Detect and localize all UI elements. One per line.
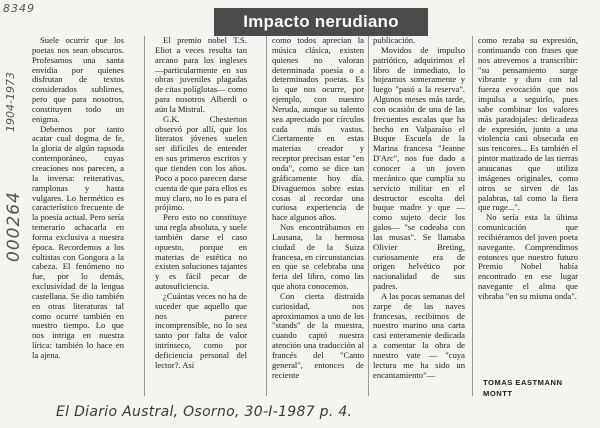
- margin-number: 8349: [3, 2, 35, 15]
- paragraph: como todos aprecian la música clásica, existen quienes no valoran determinada poesía o a determinados poetas. Es lo que nos ocurre, por ejemplo, con nuestro Neruda, aunque su talento sea apreciado por círculos cada más vastos. Ciertamente en estas materias creador y receptor precisan estar "en onda", como se dice tan gráficamente hoy día. Divaguemos sobre estas cosas al recordar una curiosa experiencia de hace algunos años.: [272, 35, 364, 223]
- author-byline: TOMAS EASTMANN MONTT: [483, 378, 563, 398]
- article-column-3: [272, 36, 364, 381]
- article-column-2: [155, 36, 247, 371]
- paragraph: Suele ocurrir que los poetas nos sean obscuros. Profesamos una santa envidia por quienes disfrutan de textos considerados sublimes, pero que para nosotros, constituyen todo un enigma.: [32, 35, 124, 124]
- article-column-4: [373, 36, 465, 381]
- paragraph: Con cierta distraída curiosidad, nos aproximamos a uno de los "stands" de la muestra, cuando captó nuestra atención una traducción al francés del "Canto general", entonces de reciente: [272, 290, 364, 380]
- margin-date: 1904-1973: [4, 72, 17, 132]
- column-divider: [472, 36, 473, 396]
- paragraph: Debemos por tanto acatar cual dogma de fe, la gloria de algún rapsoda contemporáneo, cuyas creaciones nos parecen, a la inversa: reiterativas, ramplonas y hasta vulgares. Lo hermético es característico frecuente de la poesía actual. Pero sería temerario achacarla en forma exclusiva a nuestra época. Recordemos a los cultistas con Gongora a la cabeza. El fenómeno no fue, por lo demás, exclusividad de la lengua castellana. Se dio también en otras literaturas tal como ocurre también en nuestro tiempo. Lo que nos intriga en nuestra lírica: también lo hace en la ajena.: [32, 123, 124, 360]
- article-column-1: [32, 36, 124, 361]
- article-column-5: [478, 36, 578, 302]
- paragraph: A las pocas semanas del zarpe de las naves francesas, recibimos de nuestro marino una carta casi enteramente dedicada a comentar la obra de nuestro vate — "cuya lectura me ha sido un encantamiento"—: [373, 290, 465, 380]
- paragraph: Nos encontrábamos en Lausana, la hermosa ciudad de la Suiza francesa, en circunstancias en que se celebraba una feria del libro, como las que ahora conocemos.: [272, 222, 364, 292]
- paragraph: ¿Cuántas veces no ha de suceder que aquello que nos parece incomprensible, no lo sea tanto por falta de valor intrínseco, como por deficiencia personal del lector?. Así: [155, 290, 247, 370]
- margin-code: 000264: [4, 191, 24, 262]
- column-divider: [266, 36, 267, 396]
- column-divider: [368, 36, 369, 396]
- headline: Impacto nerudiano: [243, 12, 399, 31]
- paragraph: G.K. Chesterton observó por allí, que los literatos jóvenes suelen ser difíciles de entender en sus primeros escritos y que tienden con los años. Poco a poco parecen darse cuenta de que para ellos es muy claro, no lo es para el prójimo.: [155, 113, 247, 213]
- source-annotation: El Diario Austral, Osorno, 30-I-1987 p. 4.: [56, 404, 353, 420]
- headline-banner: [214, 8, 428, 36]
- column-divider: [144, 36, 145, 396]
- paragraph: como rezaba su expresión, continuando con frases que nos atrevemos a transcribir: "su pensamiento surge vibrante y duro con tal fuerza evocación que nos impulsa a seguirlo, pues sabe combinar los valores más paradojales: delicadeza de expresión, junto a una violencia casi obsecada en sus rencores... Es también el pintor matizado de las tierras araucanas que utiliza imágenes originales, como otros se sirven de las palabras, tal como la fiera que ruge...".: [478, 35, 578, 213]
- paragraph: No sería esta la última comunicación que recibiéramos del joven poeta navegante. Comprendimos entonces que nuestro futuro Premio Nobel había encontrado en ese lugar navegante el alma que vibraba "en su misma onda".: [478, 212, 578, 301]
- paragraph: El premio nobel T.S. Eliot a veces resulta tan arcano para los ingleses —particularmente en sus obras juveniles plagadas de citas políglotas— como para nosotros Alberdi o aún la Mistral.: [155, 35, 247, 114]
- paragraph: Pero esto no constituye una regla absoluta, y suele también darse el caso opuesto, porque en materias de estética no existen soluciones tajantes y es fácil pecar de autosuficiencia.: [155, 212, 247, 292]
- paragraph: publicación.: [373, 35, 416, 45]
- paragraph: Movidos de impulso patriótico, adquirimos el libro de inmediato, lo hojeamos someramente y luego "pasó a la reserva". Algunos meses más tarde, con ocasión de una de las frecuentes escalas que ha hecho en Valparaíso el Buque Escuela de la Marina francesa "Jeanne D'Arc", nos fue dado a conocer a un joven mecánico que cumplía su servicio militar en el destructor escolta del buque madre y que —como sujeto decir los galos— "se codeaba con las musas". Se llamaba Olivier Breting, curiosamente era de origen helvético por nacionalidad de sus padres.: [373, 44, 465, 292]
